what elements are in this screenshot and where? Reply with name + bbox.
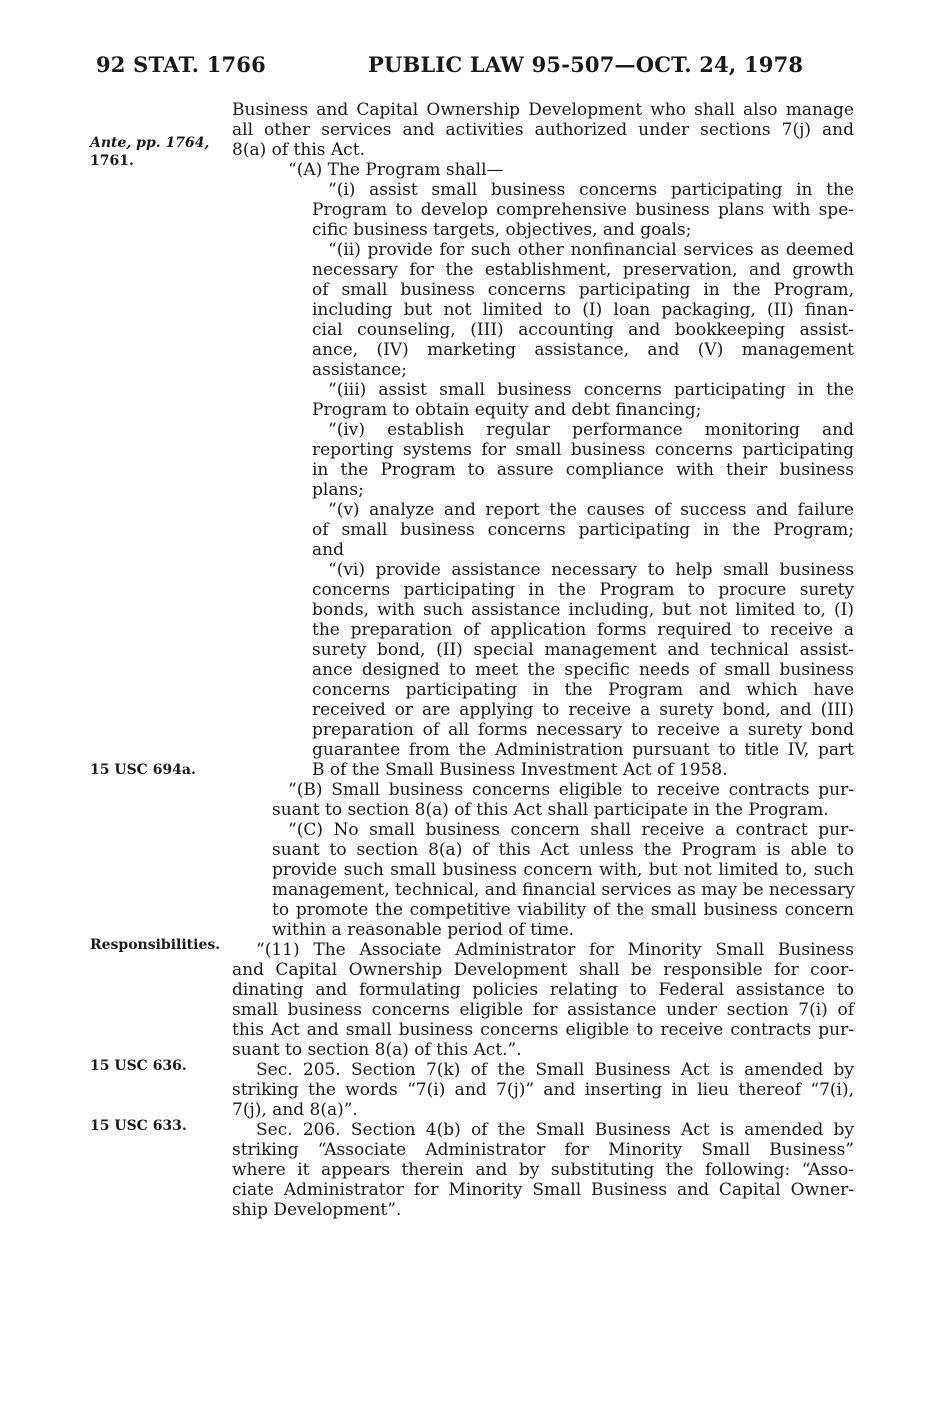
text-line: ciate Administrator for Minority Small Business and Capital Owner- [232, 1180, 854, 1200]
paragraph-intro [232, 100, 854, 160]
text-line: of small business concerns participating in the Program, [312, 280, 854, 300]
text-line: bonds, with such assistance including, but not limited to, (I) [312, 600, 854, 620]
paragraph-iii [232, 380, 854, 420]
text-line: “(11) The Associate Administrator for Minority Small Business [256, 940, 854, 960]
paragraph-B [232, 780, 854, 820]
text-line: concerns participating in the Program to procure surety [312, 580, 854, 600]
text-line: preparation of all forms necessary to receive a surety bond [312, 720, 854, 740]
text-line: Sec. 206. Section 4(b) of the Small Business Act is amended by [256, 1120, 854, 1140]
text-line: this Act and small business concerns eligible to receive contracts pur- [232, 1020, 854, 1040]
text-line: ship Development”. [232, 1200, 402, 1220]
text-line: concerns participating in the Program and which have [312, 680, 854, 700]
text-line: Program to obtain equity and debt financing; [312, 400, 702, 420]
stat-page-number: 92 STAT. 1766 [96, 52, 266, 77]
text-line: where it appears therein and by substituting the following: “Asso- [232, 1160, 854, 1180]
text-line: “(v) analyze and report the causes of success and failure [328, 500, 854, 520]
text-line: including but not limited to (I) loan packaging, (II) finan- [312, 300, 854, 320]
text-line: received or are applying to receive a surety bond, and (III) [312, 700, 854, 720]
text-line: small business concerns eligible for assistance under section 7(i) of [232, 1000, 854, 1020]
paragraph-iv [232, 420, 854, 500]
text-line: striking the words “7(i) and 7(j)” and inserting in lieu thereof “7(i), [232, 1080, 854, 1100]
text-line: within a reasonable period of time. [272, 920, 575, 940]
margin-note-15usc694a: 15 USC 694a. [90, 762, 196, 778]
text-line: assistance; [312, 360, 407, 380]
text-line: ance designed to meet the specific needs of small business [312, 660, 854, 680]
text-line: “(B) Small business concerns eligible to receive contracts pur- [288, 780, 854, 800]
text-line: “(ii) provide for such other nonfinancial services as deemed [328, 240, 854, 260]
text-line: 8(a) of this Act. [232, 140, 365, 160]
text-line: suant to section 8(a) of this Act unless the Program is able to [272, 840, 854, 860]
text-line: Sec. 205. Section 7(k) of the Small Business Act is amended by [256, 1060, 854, 1080]
margin-note-ante [90, 135, 210, 152]
text-line: striking “Associate Administrator for Minority Small Business” [232, 1140, 854, 1160]
margin-note-responsibilities: Responsibilities. [90, 937, 221, 953]
text-line: B of the Small Business Investment Act of 1958. [312, 760, 728, 780]
text-line: “(vi) provide assistance necessary to help small business [328, 560, 854, 580]
text-line: in the Program to assure compliance with their business [312, 460, 854, 480]
text-line: “(i) assist small business concerns participating in the [328, 180, 854, 200]
text-line: Business and Capital Ownership Development who shall also manage [232, 100, 854, 120]
section-205 [232, 1060, 854, 1120]
paragraph-vi [232, 560, 854, 780]
text-line: and Capital Ownership Development shall be responsible for coor- [232, 960, 854, 980]
text-line: “(iii) assist small business concerns participating in the [328, 380, 854, 400]
paragraph-ii [232, 240, 854, 380]
text-line: to promote the competitive viability of the small business concern [272, 900, 854, 920]
page-header [0, 52, 944, 84]
text-line: “(iv) establish regular performance monitoring and [328, 420, 854, 440]
body-text [232, 100, 854, 1220]
text-line: surety bond, (II) special management and technical assist- [312, 640, 854, 660]
text-line: reporting systems for small business concerns participating [312, 440, 854, 460]
text-line: guarantee from the Administration pursuant to title IV, part [312, 740, 854, 760]
text-line: suant to section 8(a) of this Act shall participate in the Program. [272, 800, 829, 820]
paragraph-11 [232, 940, 854, 1060]
text-line: suant to section 8(a) of this Act.”. [232, 1040, 522, 1060]
text-line: necessary for the establishment, preservation, and growth [312, 260, 854, 280]
text-line: 7(j), and 8(a)”. [232, 1100, 358, 1120]
paragraph-i [232, 180, 854, 240]
margin-note-ante-pages: 1761. [90, 153, 134, 169]
text-line: provide such small business concern with, but not limited to, such [272, 860, 854, 880]
margin-note-15usc636: 15 USC 636. [90, 1058, 187, 1074]
margin-note-15usc633: 15 USC 633. [90, 1118, 187, 1134]
text-line: “(A) The Program shall— [288, 160, 504, 180]
text-line: Program to develop comprehensive business plans with spe- [312, 200, 854, 220]
text-line: of small business concerns participating in the Program; [312, 520, 854, 540]
paragraph-C [232, 820, 854, 940]
public-law-title: PUBLIC LAW 95-507—OCT. 24, 1978 [368, 52, 804, 77]
margin-note-ante-ref: Ante, pp. 1764, [90, 135, 210, 151]
text-line: dinating and formulating policies relating to Federal assistance to [232, 980, 854, 1000]
text-line: “(C) No small business concern shall receive a contract pur- [288, 820, 854, 840]
text-line: all other services and activities authorized under sections 7(j) and [232, 120, 854, 140]
text-line: cific business targets, objectives, and goals; [312, 220, 692, 240]
text-line: and [312, 540, 344, 560]
text-line: ance, (IV) marketing assistance, and (V) management [312, 340, 854, 360]
text-line: management, technical, and financial services as may be necessary [272, 880, 855, 900]
paragraph-v [232, 500, 854, 560]
paragraph-A [232, 160, 854, 180]
text-line: cial counseling, (III) accounting and bookkeeping assist- [312, 320, 854, 340]
section-206 [232, 1120, 854, 1220]
text-line: the preparation of application forms required to receive a [312, 620, 854, 640]
text-line: plans; [312, 480, 364, 500]
